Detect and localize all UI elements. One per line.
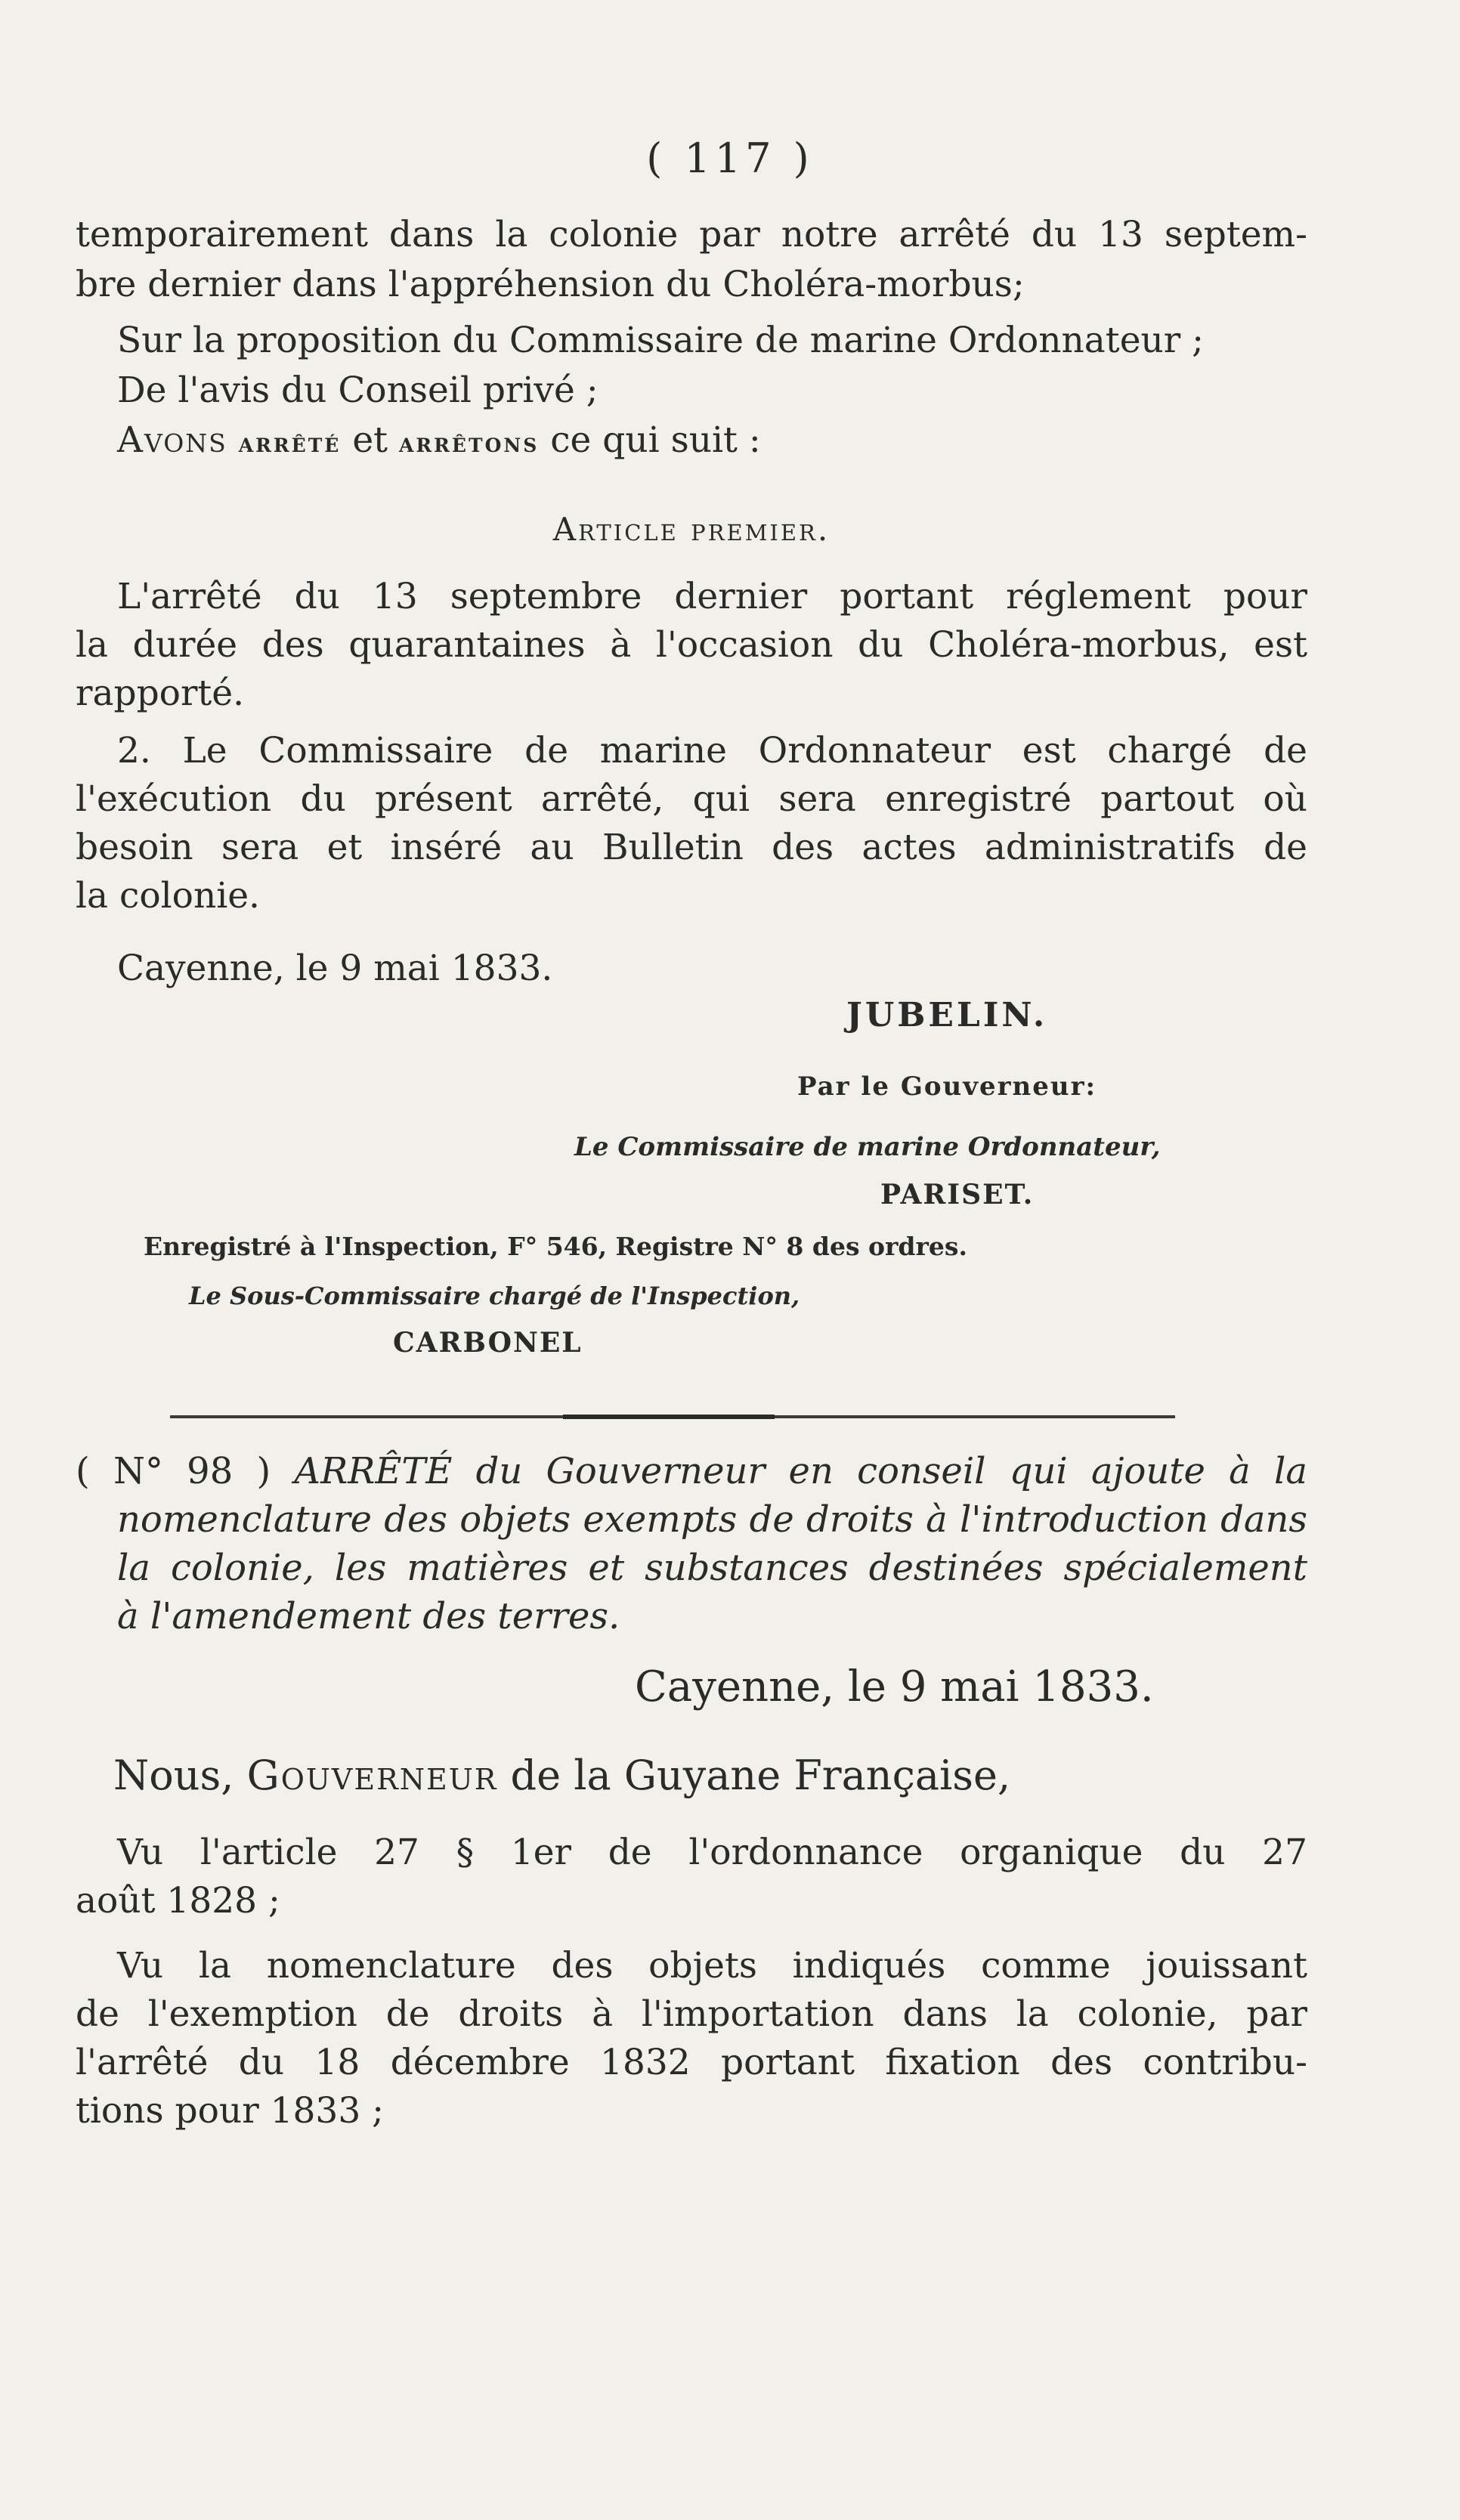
text-line: bre dernier dans l'appréhension du Choléra-morbus; <box>76 264 1025 305</box>
considerations <box>76 316 1307 465</box>
decree-title-line: à l'amendement des terres. <box>117 1595 620 1637</box>
section-divider <box>170 1415 1175 1418</box>
nous-suffix: de la Guyane Française, <box>510 1752 1011 1799</box>
decree-number: ( N° 98 ) <box>76 1450 271 1492</box>
sous-commissaire-name: CARBONEL <box>393 1327 583 1359</box>
article-1 <box>76 573 1307 718</box>
article-2 <box>76 727 1307 920</box>
decree-title-line: la colonie, les matières et substances destinées spécialement <box>117 1547 1307 1589</box>
text-line: l'arrêté du 18 décembre 1832 portant fixation des contribu- <box>76 2042 1307 2083</box>
vu-article <box>76 1829 1307 1925</box>
text-line: besoin sera et inséré au Bulletin des actes administratifs de <box>76 827 1307 868</box>
nous-title: Gouverneur <box>246 1752 498 1799</box>
resolve-prefix: Avons <box>117 419 227 461</box>
by-governor: Par le Gouverneur: <box>797 1071 1097 1102</box>
vu-nomenclature <box>76 1942 1307 2135</box>
proposition-line: Sur la proposition du Commissaire de marine Ordonnateur ; <box>117 320 1205 361</box>
sous-commissaire-title: Le Sous-Commissaire chargé de l'Inspection, <box>189 1282 800 1310</box>
resolve-line <box>76 416 1307 465</box>
decree-date: Cayenne, le 9 mai 1833. <box>635 1662 1154 1711</box>
article-heading: Article premier. <box>552 511 831 548</box>
resolve-suffix: ce qui suit : <box>550 419 761 461</box>
text-line: août 1828 ; <box>76 1880 280 1922</box>
text-line: Vu l'article 27 § 1er de l'ordonnance organique du 27 <box>117 1832 1307 1873</box>
text-line: 2. Le Commissaire de marine Ordonnateur est chargé de <box>117 730 1307 771</box>
nous-line <box>76 1752 1307 1799</box>
text-line: l'exécution du présent arrêté, qui sera enregistré partout où <box>76 778 1307 820</box>
text-line: temporairement dans la colonie par notre arrêté du 13 septem- <box>76 214 1307 255</box>
date-line: Cayenne, le 9 mai 1833. <box>117 948 553 989</box>
text-line: Vu la nomenclature des objets indiqués comme jouissant <box>117 1945 1307 1987</box>
decree-heading <box>76 1447 1307 1640</box>
resolve-mid: et <box>352 419 388 461</box>
decree-title-line: nomenclature des objets exempts de droits à l'introduction dans <box>117 1498 1307 1541</box>
avis-line: De l'avis du Conseil privé ; <box>117 369 599 411</box>
resolve-word-1: arrêté <box>238 427 342 459</box>
text-line: tions pour 1833 ; <box>76 2090 384 2132</box>
governor-signature: JUBELIN. <box>846 996 1048 1034</box>
commissaire-name: PARISET. <box>880 1179 1035 1211</box>
page-number: ( 117 ) <box>646 135 814 182</box>
decree-title-line: ( N° 98 ) ARRÊTÉ du Gouverneur en conseil qui ajoute à la <box>76 1450 1307 1492</box>
text-line: rapporté. <box>76 673 245 714</box>
registration-line: Enregistré à l'Inspection, F° 546, Registre N° 8 des ordres. <box>144 1232 967 1261</box>
nous-prefix: Nous, <box>113 1752 234 1799</box>
resolve-word-2: arrêtons <box>398 427 540 459</box>
intro-paragraph <box>76 210 1307 310</box>
text-line: de l'exemption de droits à l'importation dans la colonie, par <box>76 1993 1307 2035</box>
text-line: la durée des quarantaines à l'occasion du Choléra-morbus, est <box>76 624 1307 666</box>
text-line: la colonie. <box>76 875 260 917</box>
commissaire-title: Le Commissaire de marine Ordonnateur, <box>574 1132 1161 1162</box>
text-line: L'arrêté du 13 septembre dernier portant réglement pour <box>117 576 1307 617</box>
